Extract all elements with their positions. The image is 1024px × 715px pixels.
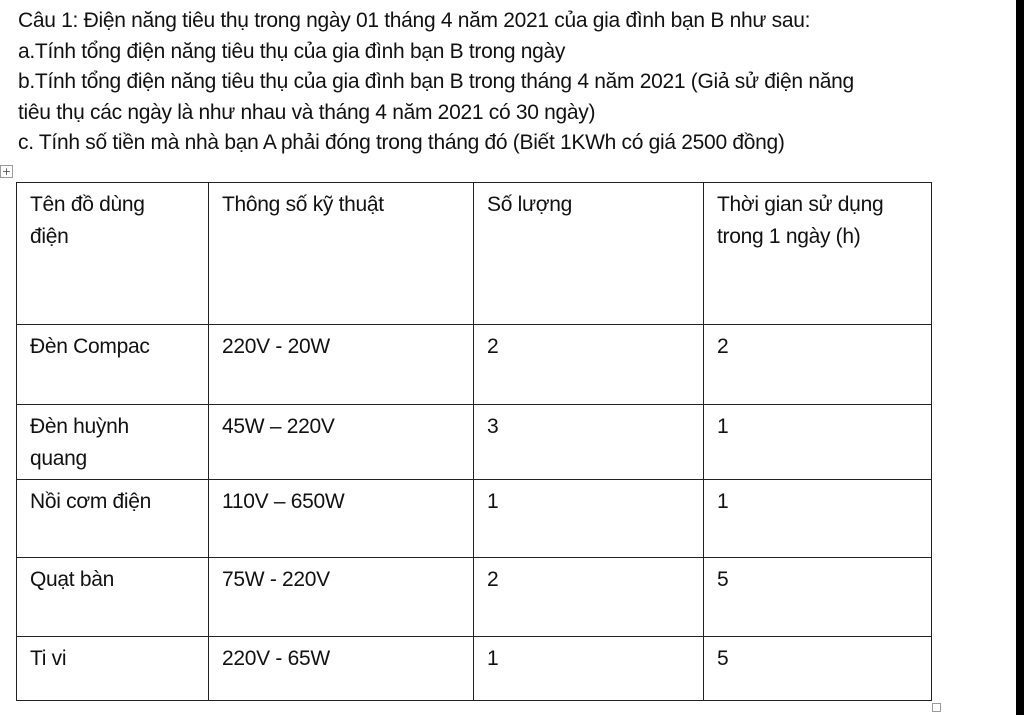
table-cell[interactable] (17, 637, 209, 701)
table-cell[interactable] (704, 558, 932, 637)
appliance-quantity: 1 (487, 647, 499, 670)
table-cell[interactable] (704, 480, 932, 558)
appliance-spec: 75W - 220V (222, 568, 330, 591)
table-cell[interactable] (474, 637, 704, 701)
table-cell[interactable] (474, 325, 704, 405)
question-part-a: a.Tính tổng điện năng tiêu thụ của gia đình bạn B trong ngày (18, 39, 566, 63)
question-title: Câu 1: Điện năng tiêu thụ trong ngày 01 tháng 4 năm 2021 của gia đình bạn B như sau: (18, 9, 811, 32)
table-cell[interactable] (209, 405, 474, 480)
question-part-b-line2: tiêu thụ các ngày là như nhau và tháng 4 năm 2021 có 30 ngày) (18, 100, 596, 124)
appliance-hours: 1 (717, 415, 729, 438)
header-cell[interactable] (704, 183, 932, 325)
appliance-quantity: 3 (487, 415, 499, 438)
table-cell[interactable] (209, 558, 474, 637)
appliance-hours: 1 (717, 490, 729, 513)
table-cell[interactable] (17, 558, 209, 637)
appliance-spec: 220V - 20W (222, 335, 330, 358)
table-cell[interactable] (17, 325, 209, 405)
header-quantity: Số lượng (487, 193, 572, 216)
appliance-hours: 2 (717, 335, 729, 358)
table-cell[interactable] (474, 558, 704, 637)
appliance-name: Đèn huỳnh quang (30, 415, 129, 470)
appliance-name: Quạt bàn (30, 568, 114, 591)
table-header-row (17, 183, 932, 325)
window-edge (1016, 0, 1024, 715)
table-row (17, 325, 932, 405)
table-cell[interactable] (17, 405, 209, 480)
table-row (17, 405, 932, 480)
appliance-spec: 110V – 650W (222, 490, 345, 513)
appliance-hours: 5 (717, 568, 729, 591)
question-part-b-line1: b.Tính tổng điện năng tiêu thụ của gia đình bạn B trong tháng 4 năm 2021 (Giả sử điện năng (18, 70, 854, 93)
table-cell[interactable] (704, 405, 932, 480)
appliance-quantity: 2 (487, 335, 499, 358)
table-cell[interactable] (704, 325, 932, 405)
table-row (17, 637, 932, 701)
appliance-name: Ti vi (30, 647, 67, 670)
table-cell[interactable] (209, 325, 474, 405)
table-cell[interactable] (17, 480, 209, 558)
table-cell[interactable] (474, 405, 704, 480)
appliance-quantity: 1 (487, 490, 499, 513)
appliance-quantity: 2 (487, 568, 499, 591)
question-text (18, 6, 1013, 159)
header-cell[interactable] (474, 183, 704, 325)
table-cell[interactable] (704, 637, 932, 701)
header-appliance-name: Tên đồ dùng điện (30, 193, 145, 248)
table-cell[interactable] (474, 480, 704, 558)
appliance-name: Nồi cơm điện (30, 490, 152, 513)
appliance-spec: 220V - 65W (222, 647, 330, 670)
table-move-handle-icon[interactable]: + (1, 165, 12, 178)
question-part-c: c. Tính số tiền mà nhà bạn A phải đóng trong tháng đó (Biết 1KWh có giá 2500 đồng) (18, 131, 785, 154)
header-usage-time: Thời gian sử dụng trong 1 ngày (h) (717, 193, 884, 248)
table-cell[interactable] (209, 637, 474, 701)
table-cell[interactable] (209, 480, 474, 558)
header-spec: Thông số kỹ thuật (222, 193, 384, 216)
appliance-spec: 45W – 220V (222, 415, 335, 438)
appliance-hours: 5 (717, 647, 729, 670)
appliance-table (16, 182, 932, 701)
header-cell[interactable] (17, 183, 209, 325)
header-cell[interactable] (209, 183, 474, 325)
appliance-name: Đèn Compac (30, 335, 150, 358)
table-row (17, 480, 932, 558)
table-row (17, 558, 932, 637)
table-resize-handle-icon[interactable] (932, 703, 941, 712)
